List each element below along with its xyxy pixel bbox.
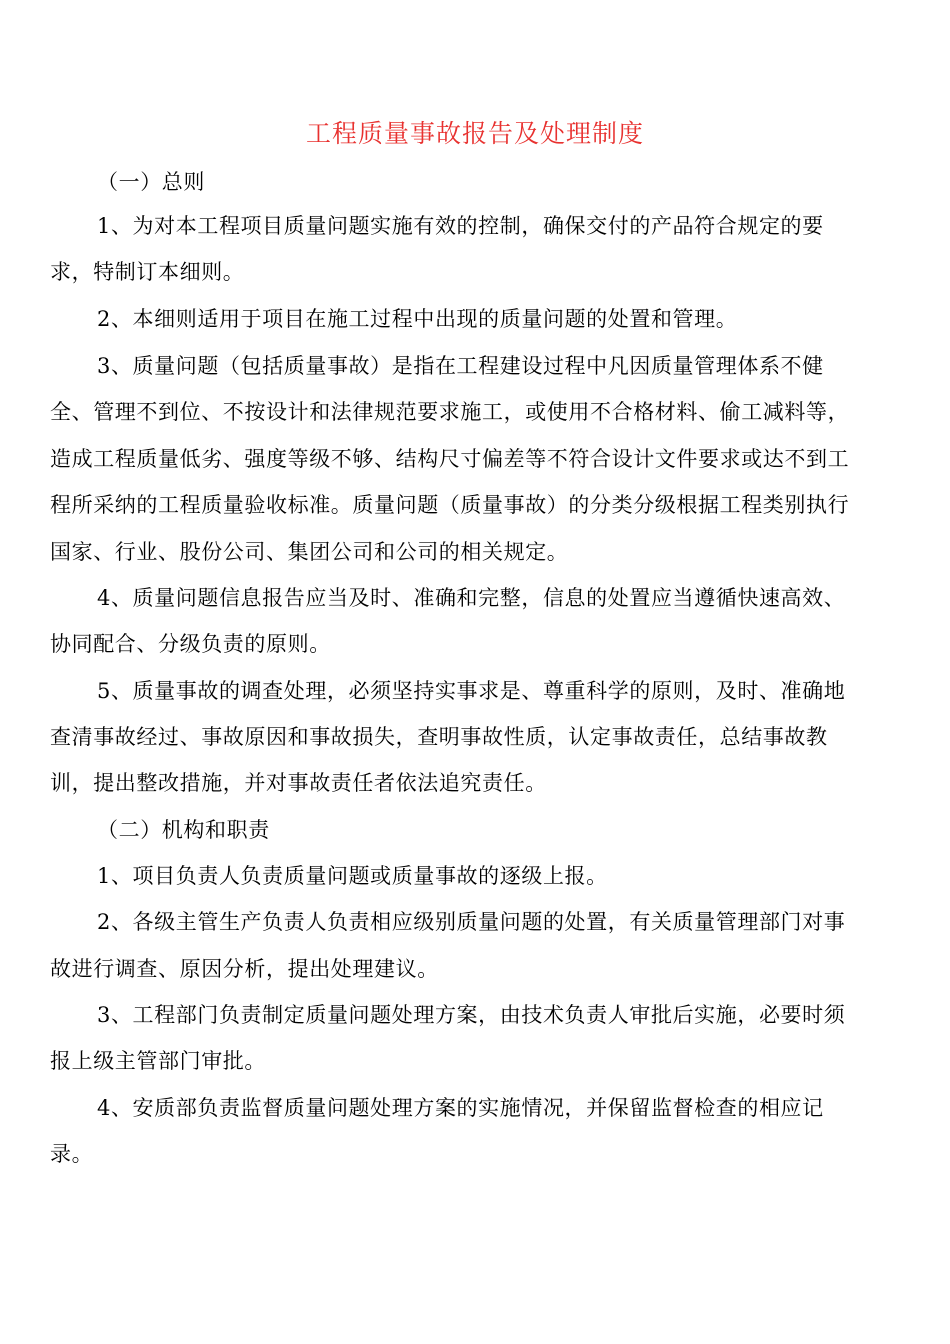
paragraph-line: 国家、行业、股份公司、集团公司和公司的相关规定。 [50,540,569,564]
paragraph-line: 录。 [50,1142,94,1166]
paragraph-line: 3、质量问题（包括质量事故）是指在工程建设过程中凡因质量管理体系不健 [97,354,824,378]
paragraph-line: 全、管理不到位、不按设计和法律规范要求施工，或使用不合格材料、偷工减料等， [50,400,850,424]
paragraph-line: 查清事故经过、事故原因和事故损失，查明事故性质，认定事故责任，总结事故教 [50,725,828,749]
paragraph-line: 求，特制订本细则。 [50,260,245,284]
paragraph-line: 1、为对本工程项目质量问题实施有效的控制，确保交付的产品符合规定的要 [97,214,824,238]
paragraph-line: 4、安质部负责监督质量问题处理方案的实施情况，并保留监督检查的相应记 [97,1096,824,1120]
paragraph-line: 训，提出整改措施，并对事故责任者依法追究责任。 [50,771,547,795]
section-heading-organization: （二）机构和职责 [97,818,270,842]
paragraph-line: 造成工程质量低劣、强度等级不够、结构尺寸偏差等不符合设计文件要求或达不到工 [50,447,850,471]
paragraph-line: 4、质量问题信息报告应当及时、准确和完整，信息的处置应当遵循快速高效、 [97,586,846,610]
document-title: 工程质量事故报告及处理制度 [305,119,644,148]
paragraph-line: 报上级主管部门审批。 [50,1049,266,1073]
paragraph-line: 2、本细则适用于项目在施工过程中出现的质量问题的处置和管理。 [97,307,738,331]
paragraph-line: 1、项目负责人负责质量问题或质量事故的逐级上报。 [97,864,608,888]
paragraph-line: 故进行调查、原因分析，提出处理建议。 [50,957,439,981]
paragraph-line: 3、工程部门负责制定质量问题处理方案，由技术负责人审批后实施，必要时须 [97,1003,846,1027]
paragraph-line: 程所采纳的工程质量验收标准。质量问题（质量事故）的分类分级根据工程类别执行 [50,493,850,517]
paragraph-line: 5、质量事故的调查处理，必须坚持实事求是、尊重科学的原则，及时、准确地 [97,679,846,703]
paragraph-line: 2、各级主管生产负责人负责相应级别质量问题的处置，有关质量管理部门对事 [97,910,846,934]
paragraph-line: 协同配合、分级负责的原则。 [50,632,331,656]
section-heading-general: （一）总则 [97,170,205,194]
